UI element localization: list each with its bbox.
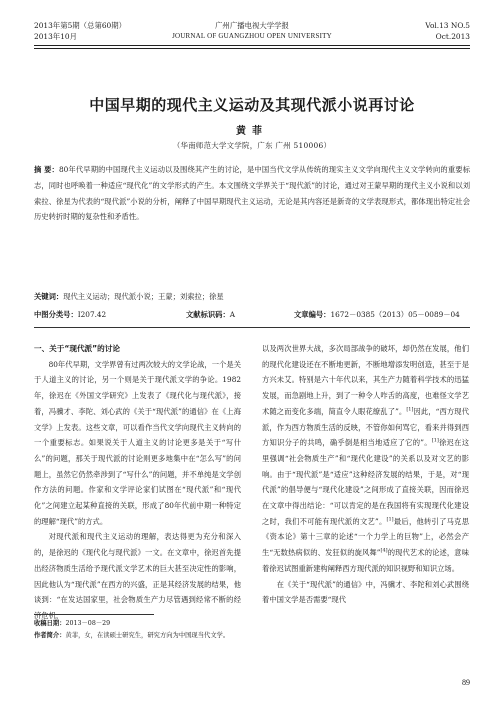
received-label: 收稿日期： xyxy=(34,620,66,627)
citation-marker: [4] xyxy=(380,547,388,554)
section-heading: 一、关于“现代派”的讨论 xyxy=(34,344,120,353)
author-bio xyxy=(34,630,470,642)
id-value: 1672－0385（2013）05－0089－04 xyxy=(330,310,460,319)
body-paragraph: 80年代早期，文学界曾有过两次较大的文学论战，一个是关于人道主义的讨论，另一个则是关于现代派文学的争论。1982年，徐迟在《外国文学研究》上发表了《现代化与现代派》，接着，冯骥才、李陀、刘心武的《关于“现代派”的通信》在《上海文学》上发表。这些文章，可以看作当代文学向现代主义转向的一个重要标志。如果说关于人道主义的讨论更多是关于“写什么”的问题，那关于现代派的讨论则更多地集中在“怎么写”的问题上，虽然它仍然牵涉到了“写什么”的问题，并不单纯是文学创作方法的问题。作家和文学评论家们试图在“现代派”和“现代化”之间建立起某种直接的关联，形成了80年代前中期一种特定的理解“现代”的方式。 xyxy=(34,359,241,526)
header-right xyxy=(425,20,470,42)
keywords-label: 关键词： xyxy=(34,292,64,301)
citation-marker: [1] xyxy=(406,406,414,413)
date-en: Oct.2013 xyxy=(435,32,470,41)
body-text: 的现代艺术的论述，意味着徐迟试图重新建构阐释西方现代派的知识视野和知识立场。 xyxy=(262,548,469,573)
abstract-text: 80年代早期的中国现代主义运动以及围绕其产生的讨论，是中国当代文学从传统的现实主义文学向现代主义文学转向的重要标志，同时也呼唤着一种适应“现代化”的文学形式的产生。本文围绕文学界关于“现代派”的讨论，通过对王蒙早期的现代主义小说和以刘索拉、徐星为代表的“现代派”小说的分析，阐释了中国早期现代主义运动，无论是其内容还是新奇的文学表现形式，都体现出特定社会历史转折时期的复杂性和矛盾性。 xyxy=(34,165,470,222)
body-text: 徐迟在这里强调“社会物质生产”和“现代化建设”的关系以及对文艺的影响。由于“现代派”是“适应”这种经济发展的结果，于是，对“现代派”的倡导便与“现代化建设”之间形成了直接关联，因而徐迟在文章中得出结论：“可以肯定的是在我国将有实现现代化建设之时，我们不可能有现代派的文艺”。 xyxy=(262,438,470,526)
document-code xyxy=(186,309,235,321)
keywords-text: 现代主义运动；现代派小说；王蒙；刘索拉；徐星 xyxy=(63,292,224,301)
article-id xyxy=(294,309,460,321)
keywords xyxy=(34,291,470,303)
body-text: 因此，“西方现代派，作为西方物质生活的反映，不管你如何骂它，看来并得到西方知识分子的共鸣，确乎倒是相当地适应了它的”。 xyxy=(262,406,469,448)
clc-value: I207.42 xyxy=(77,310,107,319)
journal-title-en: JOURNAL OF GUANGZHOU OPEN UNIVERSITY xyxy=(172,32,332,40)
body-paragraph: 在《关于“现代派”的通信》中，冯骥才、李陀和刘心武围绕着中国文学是否需要“现代 xyxy=(262,579,469,605)
citation-marker: [1] xyxy=(431,437,439,444)
clc-code xyxy=(34,309,106,321)
journal-title-cn: 广州广播电视大学学报 xyxy=(215,21,289,30)
author-bio-label: 作者简介： xyxy=(34,632,66,639)
issue-cn: 2013年第5期（总第60期） xyxy=(34,21,127,30)
header-center xyxy=(34,20,470,42)
article-author: 黄菲 xyxy=(236,126,268,137)
doc-value: A xyxy=(229,310,236,319)
clc-label: 中图分类号： xyxy=(34,310,78,319)
header-rule-thin xyxy=(34,48,470,49)
footnote-rule xyxy=(34,614,154,615)
abstract-label: 摘 要： xyxy=(34,165,59,174)
body-column-left xyxy=(34,341,241,624)
date-cn: 2013年10月 xyxy=(34,32,77,41)
body-paragraph: 对现代派和现代主义运动的理解，表达得更为充分和深入的，是徐迟的《现代化与现代派》一文。在文章中，徐迟首先提出经济物质生活给予现代派文学艺术的巨大甚至决定性的影响，因此他认为“现代派”在西方的兴盛，正是其经济发展的结果，他谈到：“在发达国家里，社会物质生产力尽管遇到经常不断的经济危机， xyxy=(34,532,241,620)
abstract xyxy=(34,162,470,225)
body-text: 最后，他转引了马克思《资本论》第十三章的论述“一个力学上的巨物”上，必然会产生“无数热病似的、发狂似的旋风舞” xyxy=(262,516,469,558)
page-number: 89 xyxy=(462,678,470,687)
abstract-divider xyxy=(34,327,470,328)
footnote xyxy=(34,618,470,642)
author-affiliation: （华南师范大学文学院，广东 广州 510006） xyxy=(172,141,332,150)
doc-label: 文献标识码： xyxy=(186,310,230,319)
body-column-right xyxy=(262,341,469,608)
header-rule-thick xyxy=(34,45,470,46)
body-text: 以及两次世界大战，多次局部战争的破坏，却仍然在发展，他们的现代化建设还在不断地更新，不断地增添发明创造，甚至于是方兴未艾。特别是六十年代以来，其生产力随着科学技术的迅猛发展，而急剧地上升，到了一种令人咋舌的高度，也难怪文学艺术随之而变化多端，简直令人眼花缭乱了”。 xyxy=(262,344,469,416)
article-title: 中国早期的现代主义运动及其现代派小说再讨论 xyxy=(89,96,415,114)
author-bio-value: 黄菲，女，在读硕士研究生，研究方向为中国现当代文学。 xyxy=(65,632,230,639)
body-paragraph xyxy=(262,341,469,577)
received-value: 2013－08－29 xyxy=(65,620,111,627)
received-date xyxy=(34,618,470,630)
citation-marker: [1] xyxy=(386,516,394,523)
volume-number: Vol.13 NO.5 xyxy=(425,21,470,30)
id-label: 文章编号： xyxy=(294,310,331,319)
